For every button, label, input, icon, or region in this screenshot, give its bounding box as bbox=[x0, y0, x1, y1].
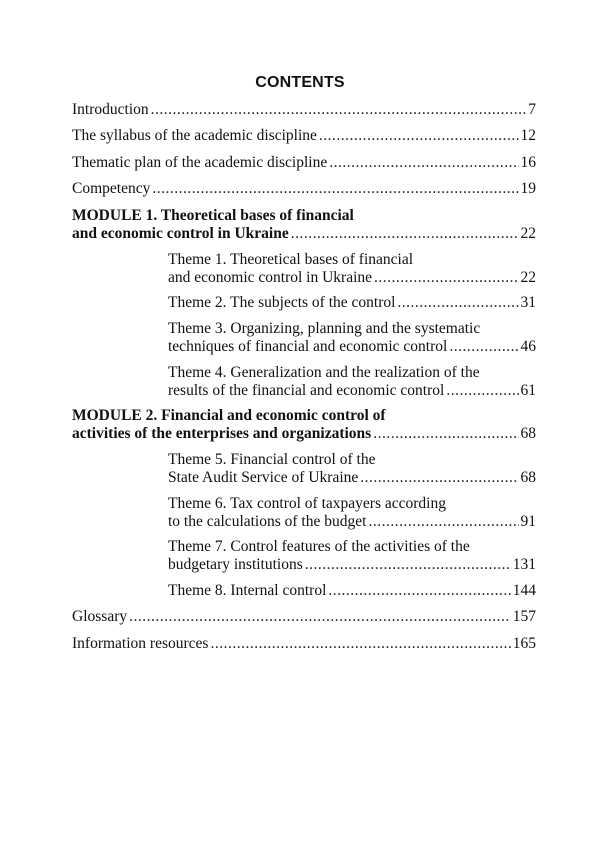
page-number: 68 bbox=[520, 469, 536, 486]
toc-entry-syllabus[interactable] bbox=[72, 127, 536, 145]
page-number: 165 bbox=[512, 635, 536, 652]
toc-entry-theme-3[interactable] bbox=[168, 320, 536, 356]
dot-leader bbox=[328, 582, 510, 600]
toc-entry-text: Theme 8. Internal control bbox=[168, 582, 327, 599]
dot-leader bbox=[360, 469, 518, 487]
page-title: CONTENTS bbox=[255, 74, 345, 91]
page-number: 68 bbox=[520, 425, 536, 442]
toc-entry-text: and economic control in Ukraine bbox=[168, 269, 373, 286]
dot-leader bbox=[305, 556, 511, 574]
toc-entry-text: Glossary bbox=[72, 608, 128, 625]
toc-entry-text: activities of the enterprises and organizations bbox=[72, 425, 372, 442]
toc-entry-text: Introduction bbox=[72, 101, 149, 118]
toc-entry-text: Theme 1. Theoretical bases of financial bbox=[168, 251, 414, 268]
toc-entry-text: to the calculations of the budget bbox=[168, 513, 367, 530]
toc-entry-theme-6[interactable] bbox=[168, 495, 536, 531]
toc-entry-text: Theme 2. The subjects of the control bbox=[168, 294, 396, 311]
dot-leader bbox=[446, 382, 518, 400]
page-number: 46 bbox=[520, 338, 536, 355]
toc-entry-theme-4[interactable] bbox=[168, 364, 536, 400]
toc-entry-module-2[interactable] bbox=[72, 407, 536, 443]
toc-entry-theme-2[interactable] bbox=[168, 294, 536, 312]
page-number: 144 bbox=[512, 582, 536, 599]
toc-entry-text: Information resources bbox=[72, 635, 209, 652]
toc-entry-text: MODULE 1. Theoretical bases of financial bbox=[72, 207, 354, 224]
toc-entry-text: Competency bbox=[72, 180, 151, 197]
toc-entry-theme-1[interactable] bbox=[168, 251, 536, 287]
page-number: 31 bbox=[520, 294, 536, 311]
toc-entry-text: MODULE 2. Financial and economic control of bbox=[72, 407, 386, 424]
toc-entry-text: Theme 6. Tax control of taxpayers according bbox=[168, 495, 446, 512]
toc-entry-text: Theme 4. Generalization and the realization of the bbox=[168, 364, 480, 381]
toc-entry-theme-5[interactable] bbox=[168, 451, 536, 487]
page-number: 131 bbox=[512, 556, 536, 573]
dot-leader bbox=[129, 608, 511, 626]
dot-leader bbox=[373, 425, 518, 443]
page-number: 12 bbox=[520, 127, 536, 144]
toc-entry-thematic-plan[interactable] bbox=[72, 154, 536, 172]
toc-entry-glossary[interactable] bbox=[72, 608, 536, 626]
toc-entry-text: Theme 5. Financial control of the bbox=[168, 451, 376, 468]
dot-leader bbox=[368, 513, 518, 531]
dot-leader bbox=[319, 127, 519, 145]
dot-leader bbox=[374, 269, 518, 287]
toc-entry-text: Thematic plan of the academic discipline bbox=[72, 154, 328, 171]
page-number: 157 bbox=[512, 608, 536, 625]
page-number: 19 bbox=[520, 180, 536, 197]
toc-entry-theme-7[interactable] bbox=[168, 538, 536, 574]
toc-entry-text: results of the financial and economic control bbox=[168, 382, 445, 399]
page-number: 61 bbox=[520, 382, 536, 399]
toc-entry-text: techniques of financial and economic control bbox=[168, 338, 448, 355]
toc-entry-module-1[interactable] bbox=[72, 207, 536, 243]
dot-leader bbox=[152, 180, 518, 198]
toc-entry-text: The syllabus of the academic discipline bbox=[72, 127, 317, 144]
page-number: 91 bbox=[520, 513, 536, 530]
dot-leader bbox=[210, 635, 510, 653]
page-number: 22 bbox=[520, 225, 536, 242]
dot-leader bbox=[291, 225, 519, 243]
toc-entry-introduction[interactable] bbox=[72, 101, 536, 119]
toc-entry-theme-8[interactable] bbox=[168, 582, 536, 600]
dot-leader bbox=[449, 338, 518, 356]
toc-entry-text: and economic control in Ukraine bbox=[72, 225, 289, 242]
toc-entry-information-resources[interactable] bbox=[72, 635, 536, 653]
toc-entry-competency[interactable] bbox=[72, 180, 536, 198]
toc-entry-text: budgetary institutions bbox=[168, 556, 303, 573]
page-number: 16 bbox=[520, 154, 536, 171]
page-number: 22 bbox=[520, 269, 536, 286]
toc-entry-text: Theme 7. Control features of the activities of the bbox=[168, 538, 470, 555]
toc-entry-text: State Audit Service of Ukraine bbox=[168, 469, 359, 486]
toc-entry-text: Theme 3. Organizing, planning and the systematic bbox=[168, 320, 481, 337]
dot-leader bbox=[151, 101, 527, 119]
dot-leader bbox=[397, 294, 518, 312]
page-number: 7 bbox=[528, 101, 536, 118]
dot-leader bbox=[329, 154, 518, 172]
